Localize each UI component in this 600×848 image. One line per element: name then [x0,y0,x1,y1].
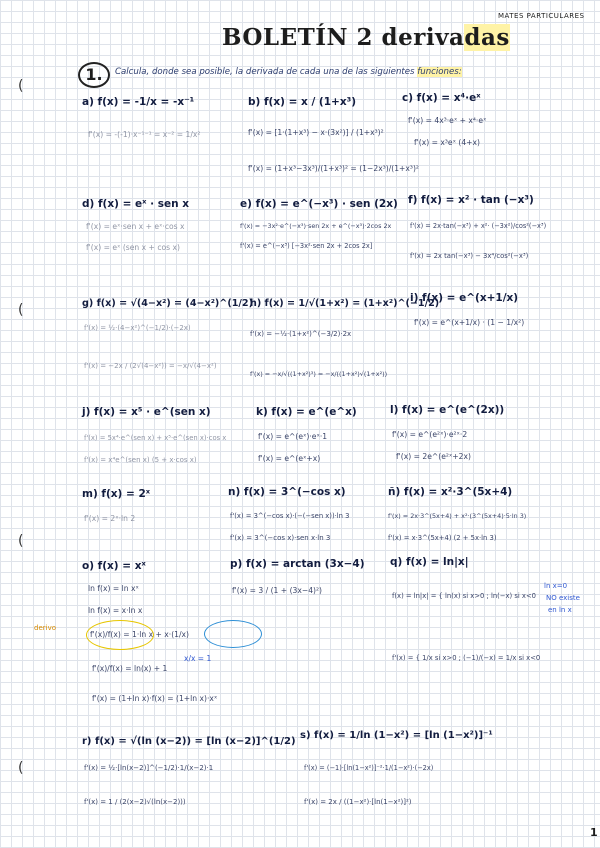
problem-l-work: f'(x) = e^(e²ˣ)·e²ˣ·2 [392,430,468,439]
highlight-circle [204,620,262,648]
problem-l-statement: l) f(x) = e^(e^(2x)) [390,404,505,416]
problem-j-statement: j) f(x) = x⁵ · e^(sen x) [82,406,211,418]
page-number: 1 [590,826,598,839]
problem-enye-work: f'(x) = 2x·3^(5x+4) + x²·(3^(5x+4)·5·ln 3) [388,512,527,520]
problem-n-work: f'(x) = 3^(−cos x)·sen x·ln 3 [230,534,331,542]
q-note: ln x=0 [544,582,568,590]
problem-l-work: f'(x) = 2e^(e²ˣ+2x) [396,452,471,461]
problem-g-statement: g) f(x) = √(4−x²) = (4−x²)^(1/2) [82,298,253,309]
problem-o-statement: o) f(x) = xˣ [82,560,146,572]
problem-q-work: f(x) = ln|x| = { ln(x) si x>0 ; ln(−x) si x<0 [392,592,536,600]
margin-mark: ( [18,760,24,776]
problem-e-work: f'(x) = e^(−x³) [−3x²·sen 2x + 2cos 2x] [240,242,373,250]
problem-c-statement: c) f(x) = x⁴·eˣ [402,92,481,104]
problem-o-work: ln f(x) = x·ln x [88,606,143,615]
derivo-note: derivo [34,624,56,632]
problem-i-statement: i) f(x) = e^(x+1/x) [410,292,519,304]
problem-a-statement: a) f(x) = -1/x = -x⁻¹ [82,96,195,108]
problem-enye-work: f'(x) = x·3^(5x+4) (2 + 5x·ln 3) [388,534,497,542]
problem-j-work: f'(x) = 5x⁴·e^(sen x) + x⁵·e^(sen x)·cos x [84,434,227,442]
problem-o-work: f'(x)/f(x) = 1·ln x + x·(1/x) [90,630,190,639]
brand-label: MATES PARTICULARES [498,12,585,20]
problem-a-work: f'(x) = -(-1)·x⁻¹⁻¹ = x⁻² = 1/x² [88,130,201,139]
problem-d-work: f'(x) = eˣ·sen x + eˣ·cos x [86,222,185,231]
problem-c-work: f'(x) = 4x³·eˣ + x⁴·eˣ [408,116,487,125]
problem-r-work: f'(x) = 1 / (2(x−2)√(ln(x−2))) [84,798,186,806]
problem-h-statement: h) f(x) = 1/√(1+x²) = (1+x²)^(−1/2) [250,298,440,309]
problem-b-statement: b) f(x) = x / (1+x³) [248,96,357,108]
problem-j-work: f'(x) = x⁴e^(sen x) (5 + x·cos x) [84,456,197,464]
page-title [222,24,510,51]
q-note: NO existe [546,594,580,602]
problem-g-work: f'(x) = ½·(4−x²)^(−1/2)·(−2x) [84,324,191,332]
problem-h-work: f'(x) = −½·(1+x²)^(−3/2)·2x [250,330,352,338]
problem-o-work: f'(x) = (1+ln x)·f(x) = (1+ln x)·xˣ [92,694,218,703]
instruction-highlight: funciones: [417,67,462,77]
margin-mark: ( [18,533,24,549]
problem-d-statement: d) f(x) = eˣ · sen x [82,198,190,210]
title-main: BOLETÍN 2 deriva [222,24,465,51]
q-note: en ln x [548,606,572,614]
problem-d-work: f'(x) = eˣ (sen x + cos x) [86,243,180,252]
title-highlight: das [464,24,510,51]
problem-r-work: f'(x) = ½·[ln(x−2)]^(−1/2)·1/(x−2)·1 [84,764,214,772]
problem-n-statement: n) f(x) = 3^(−cos x) [228,486,346,498]
problem-g-work: f'(x) = −2x / (2√(4−x²)) = −x/√(4−x²) [84,362,217,370]
problem-s-work: f'(x) = (−1)·[ln(1−x²)]⁻²·1/(1−x²)·(−2x) [304,764,434,772]
problem-f-work: f'(x) = 2x·tan(−x³) + x²· (−3x²)/cos²(−x³) [410,222,547,230]
problem-p-work: f'(x) = 3 / (1 + (3x−4)²) [232,586,323,595]
problem-h-work: f'(x) = −x/√((1+x²)³) = −x/((1+x²)√(1+x²)) [250,370,388,378]
problem-e-work: f'(x) = −3x²·e^(−x³)·sen 2x + e^(−x³)·2cos 2x [240,222,392,230]
problem-f-statement: f) f(x) = x² · tan (−x³) [408,194,534,206]
problem-c-work: f'(x) = x³eˣ (4+x) [414,138,480,147]
problem-o-work: ln f(x) = ln xˣ [88,584,139,593]
problem-q-work: f'(x) = { 1/x si x>0 ; (−1)/(−x) = 1/x si x<0 [392,654,541,662]
problem-k-work: f'(x) = e^(eˣ)·eˣ·1 [258,432,328,441]
section-number: 1. [78,62,110,88]
problem-p-statement: p) f(x) = arctan (3x−4) [230,558,365,570]
problem-o-work: f'(x)/f(x) = ln(x) + 1 [92,664,168,673]
instruction-main: Calcula, donde sea posible, la derivada de cada una de las siguientes [115,67,415,77]
problem-n-work: f'(x) = 3^(−cos x)·(−(−sen x))·ln 3 [230,512,350,520]
problem-r-statement: r) f(x) = √(ln (x−2)) = [ln (x−2)]^(1/2) [82,736,296,747]
problem-i-work: f'(x) = e^(x+1/x) · (1 − 1/x²) [414,318,525,327]
problem-m-statement: m) f(x) = 2ˣ [82,488,151,500]
problem-s-work: f'(x) = 2x / ((1−x²)·[ln(1−x²)]²) [304,798,412,806]
problem-enye-statement: ñ) f(x) = x²·3^(5x+4) [388,486,513,498]
instruction-text [115,67,462,77]
problem-s-statement: s) f(x) = 1/ln (1−x²) = [ln (1−x²)]⁻¹ [300,730,493,741]
margin-mark: ( [18,78,24,94]
problem-q-statement: q) f(x) = ln|x| [390,556,469,568]
problem-e-statement: e) f(x) = e^(−x³) · sen (2x) [240,198,398,210]
problem-k-work: f'(x) = e^(eˣ+x) [258,454,321,463]
problem-b-work: f'(x) = (1+x³−3x³)/(1+x³)² = (1−2x³)/(1+x³)² [248,164,419,173]
problem-f-work: f'(x) = 2x tan(−x³) − 3x⁴/cos²(−x³) [410,252,529,260]
margin-mark: ( [18,302,24,318]
problem-m-work: f'(x) = 2ˣ·ln 2 [84,514,136,523]
simplify-note: x/x = 1 [184,654,212,663]
problem-k-statement: k) f(x) = e^(e^x) [256,406,357,418]
problem-b-work: f'(x) = [1·(1+x³) − x·(3x²)] / (1+x³)² [248,128,384,137]
